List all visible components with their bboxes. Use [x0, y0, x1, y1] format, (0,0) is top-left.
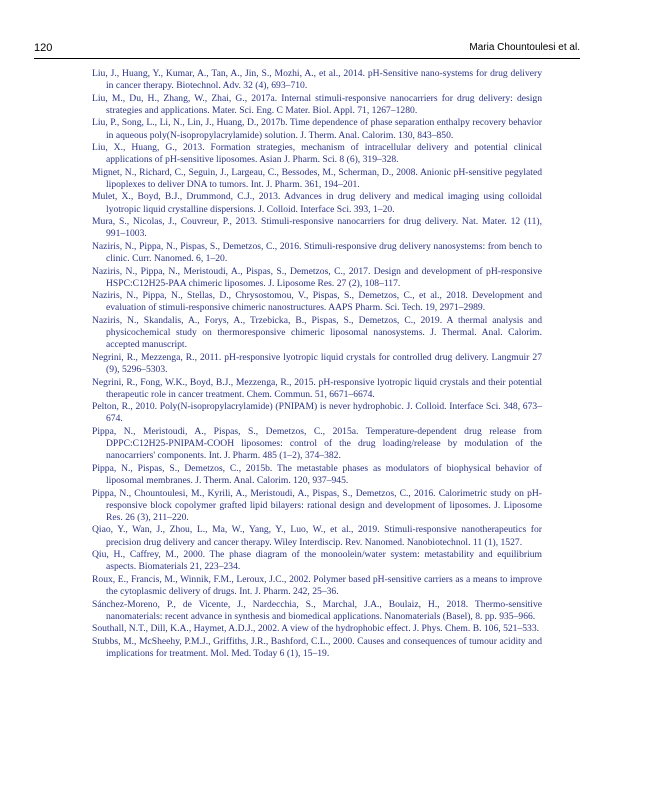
reference-item[interactable]: Negrini, R., Fong, W.K., Boyd, B.J., Mezzenga, R., 2015. pH-responsive lyotropic liquid crystals and their potential therapeutic role in cancer treatment. Chem. Commun. 51, 6671–6674.	[92, 376, 542, 400]
page-header	[34, 41, 580, 57]
reference-item[interactable]: Mura, S., Nicolas, J., Couvreur, P., 2013. Stimuli-responsive nanocarriers for drug delivery. Nat. Mater. 12 (11), 991–1003.	[92, 216, 542, 240]
reference-item[interactable]: Liu, X., Huang, G., 2013. Formation strategies, mechanism of intracellular delivery and potential clinical applications of pH-sensitive liposomes. Asian J. Pharm. Sci. 8 (6), 319–328.	[92, 142, 542, 166]
reference-item[interactable]: Liu, P., Song, L., Li, N., Lin, J., Huang, D., 2017b. Time dependence of phase separation enthalpy recovery behavior in aqueous poly(N-isopropylacrylamide) solution. J. Therm. Anal. Calorim. 130, 843–850.	[92, 117, 542, 141]
reference-item[interactable]: Naziris, N., Pippa, N., Meristoudi, A., Pispas, S., Demetzos, C., 2017. Design and development of pH-responsive HSPC:C12H25-PAA chimeric liposomes. J. Liposome Res. 27 (2), 108–117.	[92, 265, 542, 289]
reference-item[interactable]: Mulet, X., Boyd, B.J., Drummond, C.J., 2013. Advances in drug delivery and medical imaging using colloidal lyotropic liquid crystalline dispersions. J. Colloid. Interface Sci. 393, 1–20.	[92, 191, 542, 215]
reference-item[interactable]: Liu, J., Huang, Y., Kumar, A., Tan, A., Jin, S., Mozhi, A., et al., 2014. pH-Sensitive nano-systems for drug delivery in cancer therapy. Biotechnol. Adv. 32 (4), 693–710.	[92, 68, 542, 92]
reference-item[interactable]: Qiao, Y., Wan, J., Zhou, L., Ma, W., Yang, Y., Luo, W., et al., 2019. Stimuli-responsive nanotherapeutics for precision drug delivery and cancer therapy. Wiley Interdiscip. Rev. Nanomed. Nanobiotechnol. 11 (1), 1527.	[92, 524, 542, 548]
reference-item[interactable]: Pelton, R., 2010. Poly(N-isopropylacrylamide) (PNIPAM) is never hydrophobic. J. Colloid. Interface Sci. 348, 673–674.	[92, 401, 542, 425]
reference-item[interactable]: Mignet, N., Richard, C., Seguin, J., Largeau, C., Bessodes, M., Scherman, D., 2008. Anionic pH-sensitive pegylated lipoplexes to deliver DNA to tumors. Int. J. Pharm. 361, 194–201.	[92, 166, 542, 190]
reference-item[interactable]: Negrini, R., Mezzenga, R., 2011. pH-responsive lyotropic liquid crystals for controlled drug delivery. Langmuir 27 (9), 5296–5303.	[92, 351, 542, 376]
reference-item[interactable]: Pippa, N., Pispas, S., Demetzos, C., 2015b. The metastable phases as modulators of biophysical behavior of liposomal membranes. J. Therm. Anal. Calorim. 120, 937–945.	[92, 462, 542, 487]
reference-item[interactable]: Naziris, N., Pippa, N., Stellas, D., Chrysostomou, V., Pispas, S., Demetzos, C., et al., 2018. Development and evaluation of stimuli-responsive chimeric nanostructures. AAPS Pharm. Sci. Tech. 19, 2971–2989.	[92, 290, 542, 314]
reference-item[interactable]: Southall, N.T., Dill, K.A., Haymet, A.D.J., 2002. A view of the hydrophobic effect. J. Phys. Chem. B. 106, 521–533.	[92, 623, 540, 635]
reference-item[interactable]: Qiu, H., Caffrey, M., 2000. The phase diagram of the monoolein/water system: metastability and equilibrium aspects. Biomaterials 21, 223–234.	[92, 549, 542, 573]
page-number: 120	[34, 42, 53, 54]
header-rule	[34, 58, 580, 59]
reference-item[interactable]: Naziris, N., Skandalis, A., Forys, A., Trzebicka, B., Pispas, S., Demetzos, C., 2019. A thermal analysis and physicochemical study on thermoresponsive chimeric liposomal nanosystems. J. Thermal. Anal. Calorim. accepted manuscript.	[92, 314, 542, 351]
reference-list	[92, 68, 542, 660]
running-head: Maria Chountoulesi et al.	[469, 42, 580, 53]
reference-item[interactable]: Sánchez-Moreno, P., de Vicente, J., Nardecchia, S., Marchal, J.A., Boulaiz, H., 2018. Thermo-sensitive nanomaterials: recent advance in synthesis and biomedical applications. Nanomaterials (Basel), 8. pp. 935–966.	[92, 598, 542, 622]
reference-item[interactable]: Pippa, N., Meristoudi, A., Pispas, S., Demetzos, C., 2015a. Temperature-dependent drug release from DPPC:C12H25-PNIPAM-COOH liposomes: control of the drug loading/release by modulation of the nanocarriers' components. Int. J. Pharm. 485 (1–2), 374–382.	[92, 425, 542, 462]
reference-item[interactable]: Stubbs, M., McSheehy, P.M.J., Griffiths, J.R., Bashford, C.L., 2000. Causes and consequences of tumour acidity and implications for treatment. Mol. Med. Today 6 (1), 15–19.	[92, 635, 542, 659]
reference-item[interactable]: Liu, M., Du, H., Zhang, W., Zhai, G., 2017a. Internal stimuli-responsive nanocarriers for drug delivery: design strategies and applications. Mater. Sci. Eng. C Mater. Biol. Appl. 71, 1267–1280.	[92, 92, 542, 116]
reference-item[interactable]: Roux, E., Francis, M., Winnik, F.M., Leroux, J.C., 2002. Polymer based pH-sensitive carriers as a means to improve the cytoplasmic delivery of drugs. Int. J. Pharm. 242, 25–36.	[92, 573, 542, 598]
reference-item[interactable]: Naziris, N., Pippa, N., Pispas, S., Demetzos, C., 2016. Stimuli-responsive drug delivery nanosystems: from bench to clinic. Curr. Nanomed. 6, 1–20.	[92, 240, 542, 265]
reference-item[interactable]: Pippa, N., Chountoulesi, M., Kyrili, A., Meristoudi, A., Pispas, S., Demetzos, C., 2016. Calorimetric study on pH-responsive block copolymer grafted lipid bilayers: rational design and development of liposomes. J. Liposome Res. 26 (3), 211–220.	[92, 487, 542, 523]
